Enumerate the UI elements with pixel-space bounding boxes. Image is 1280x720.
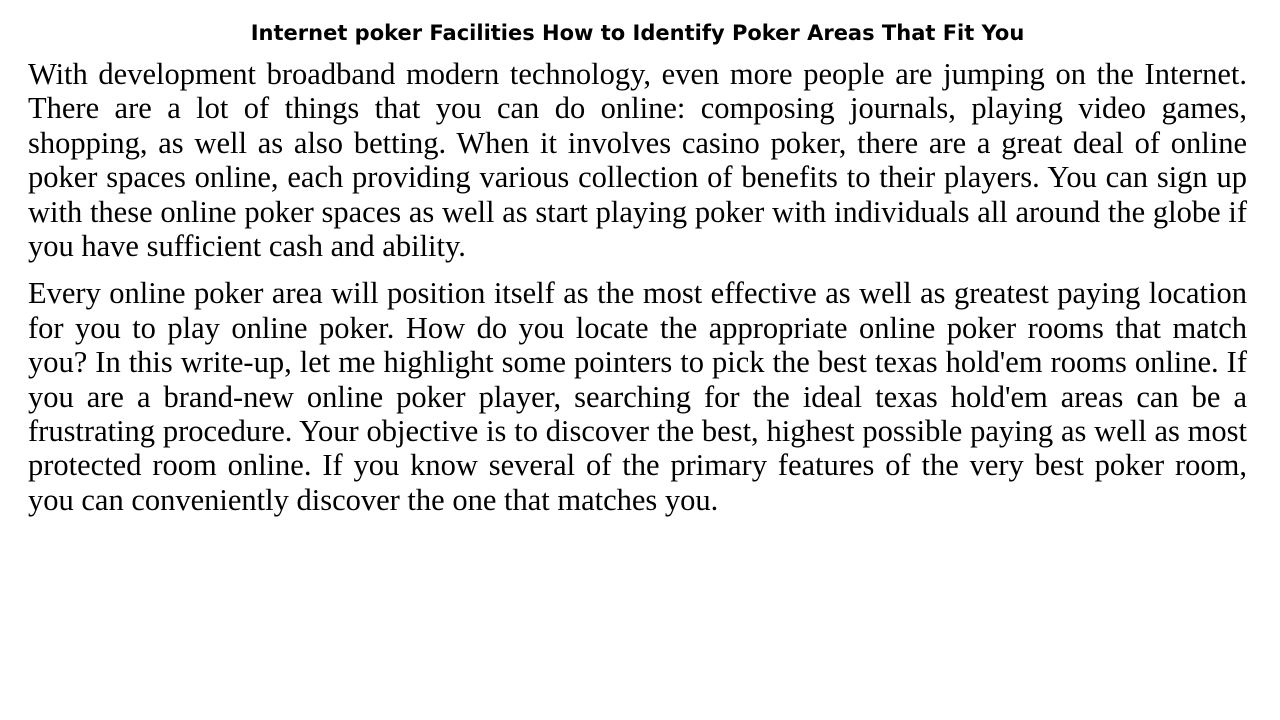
document-title: Internet poker Facilities How to Identify Poker Areas That Fit You (250, 21, 1025, 45)
body-paragraph-2: Every online poker area will position itself as the most effective as well as greatest paying location for you to play online poker. How do you locate the appropriate online poker rooms that match you? In this write-up, let me highlight some pointers to pick the best texas hold'em rooms online. If you are a brand-new online poker player, searching for the ideal texas hold'em areas can be a frustrating procedure. Your objective is to discover the best, highest possible paying as well as most protected room online. If you know several of the primary features of the very best poker room, you can conveniently discover the one that matches you. (28, 276, 1247, 517)
body-paragraph-1: With development broadband modern technology, even more people are jumping on the Internet. There are a lot of things that you can do online: composing journals, playing video games, shopping, as well as also betting. When it involves casino poker, there are a great deal of online poker spaces online, each providing various collection of benefits to their players. You can sign up with these online poker spaces as well as start playing poker with individuals all around the globe if you have sufficient cash and ability. (28, 57, 1247, 264)
document-page (28, 0, 1247, 517)
